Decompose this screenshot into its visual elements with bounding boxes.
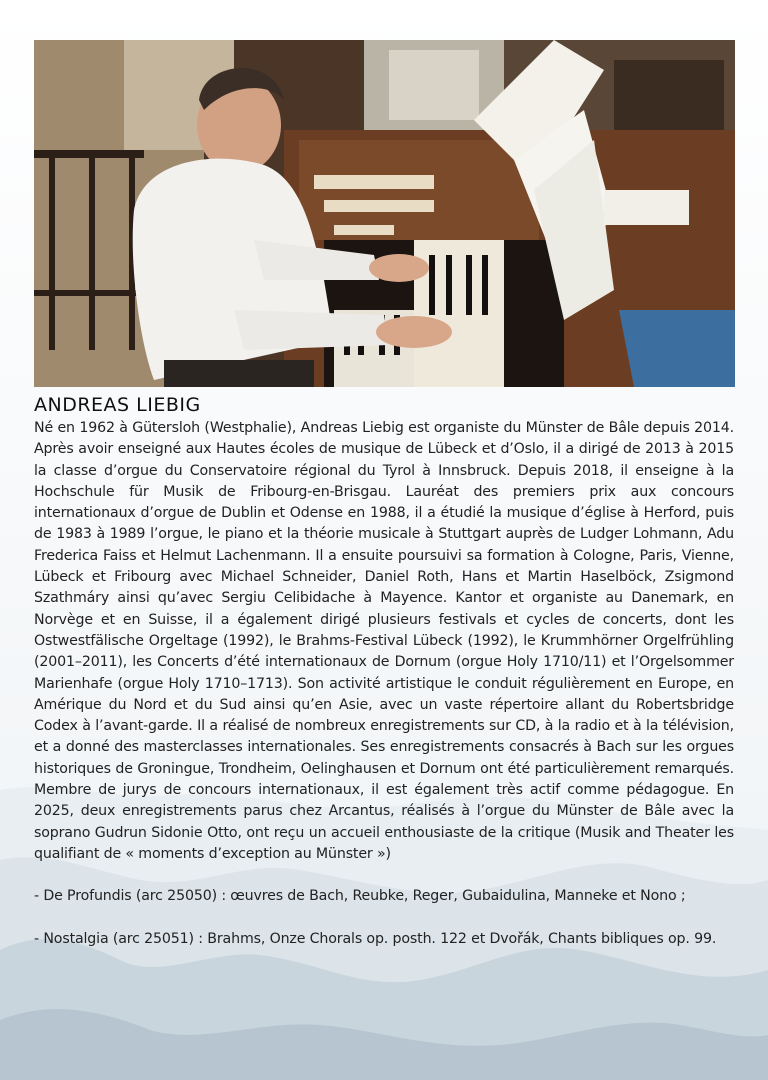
bio-section (34, 393, 734, 950)
recording-item: - De Profundis (arc 25050) : œuvres de Bach, Reubke, Reger, Gubaidulina, Manneke et Nono ; (34, 888, 686, 905)
recording-item: - Nostalgia (arc 25051) : Brahms, Onze Chorals op. posth. 122 et Dvořák, Chants bibliques op. 99. (34, 930, 717, 947)
biography-text: Né en 1962 à Gütersloh (Westphalie), Andreas Liebig est organiste du Münster de Bâle depuis 2014. Après avoir enseigné aux Hautes écoles de musique de Lübeck et d’Oslo, il a dirigé de 2013 à 2015 la classe d’orgue du Conservatoire régional du Tyrol à Innsbruck. Depuis 2018, il enseigne à la Hochschule für Musik de Fribourg-en-Brisgau. Lauréat des premiers prix aux concours internationaux d’orgue de Dublin et Odense en 1988, il a étudié la musique d’église à Herford, puis de 1983 à 1989 l’orgue, le piano et la théorie musicale à Stuttgart auprès de Ludger Lohmann, Adu Frederica Faiss et Helmut Lachenmann. Il a ensuite poursuivi sa formation à Cologne, Paris, Vienne, Lübeck et Fribourg avec Michael Schneider, Daniel Roth, Hans et Martin Haselböck, Zsigmond Szathmáry ainsi qu’avec Sergiu Celibidache à Mayence. Kantor et organiste au Danemark, en Norvège et en Suisse, il a également dirigé plusieurs festivals et cycles de concerts, dont les Ostwestfälische Orgeltage (1992), le Brahms-Festival Lübeck (1992), le Krummhörner Orgelfrühling (2001–2011), les Concerts d’été internationaux de Dornum (orgue Holy 1710/11) et l’Orgelsommer Marienhafe (orgue Holy 1710–1713). Son activité artistique le conduit régulièrement en Europe, en Amérique du Nord et du Sud ainsi qu’en Asie, avec un vaste répertoire allant du Robertsbridge Codex à l’avant-garde. Il a réalisé de nombreux enregistrements sur CD, à la radio et à la télévision, et a donné des masterclasses internationales. Ses enregistrements consacrés à Bach sur les orgues historiques de Groningue, Trondheim, Oelinghausen et Dornum ont été particulièrement remarqués. Membre de jurys de concours internationaux, il est également très actif comme pédagogue. En 2025, deux enregistrements parus chez Arcantus, réalisés à l’orgue du Münster de Bâle avec la soprano Gudrun Sidonie Otto, ont reçu un accueil enthousiaste de la critique (Musik and Theater les qualifiant de « moments d’exception au Münster ») (34, 420, 734, 862)
organist-photo (34, 40, 735, 387)
artist-name: ANDREAS LIEBIG (34, 394, 201, 416)
